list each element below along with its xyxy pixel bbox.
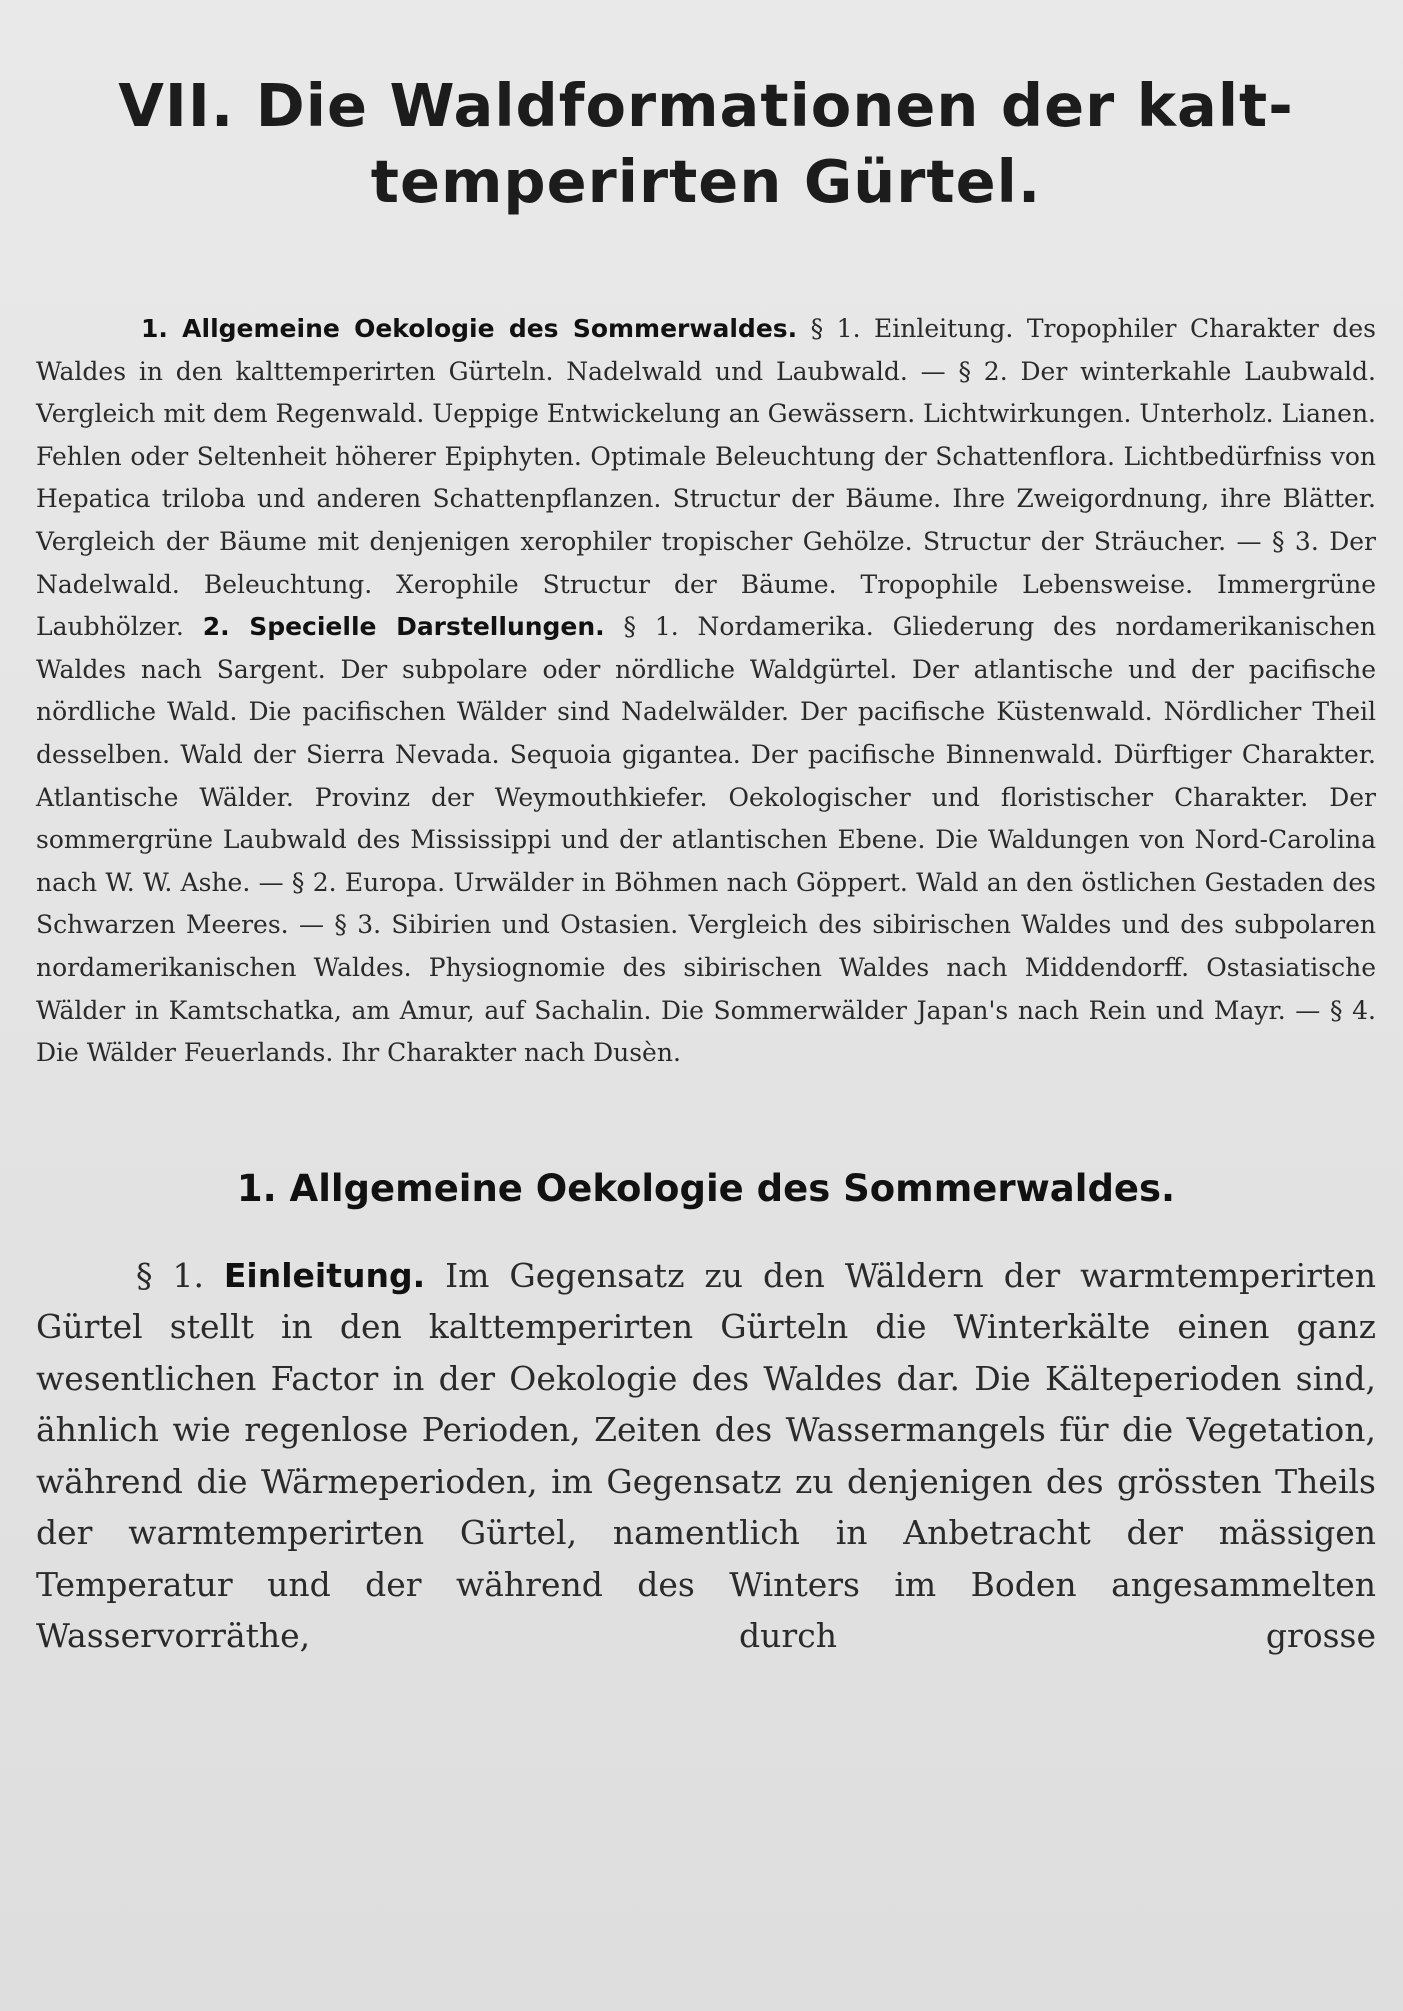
toc-p2-sec3: § 3. Sibirien und Ostasien. <box>334 910 679 940</box>
chapter-title-line-1: VII. Die Waldformationen der kalt- <box>118 71 1294 140</box>
toc-p1-sec3: § 3. Der Nadelwald. <box>36 526 1376 599</box>
toc-p1-sec2-text: Vergleich mit dem Regenwald. Ueppige Entwickelung an Gewässern. Lichtwirkungen. Unterholz. Lianen. Fehlen oder Seltenheit höherer Epiphyten. Optimale Beleuchtung der Schattenflora. Lichtbedürfniss von Hepatica triloba und anderen Schattenpflanzen. Structur der Bäume. Ihre Zweigordnung, ihre Blätter. Vergleich der Bäume mit denjenigen xerophiler tropischer Gehölze. Structur der Sträucher. — <box>36 399 1376 556</box>
toc-p1-sec1-text: Tropophiler Charakter des Waldes in den kalttemperirten Gürteln. Nadelwald und Laubwald. — <box>36 314 1377 386</box>
toc-p1-sec2: § 2. Der winterkahle Laubwald. <box>958 356 1376 386</box>
toc-p2-sec2: § 2. Europa. <box>291 867 446 897</box>
toc-p2-sec4-text: Ihr Charakter nach Dusèn. <box>341 1038 681 1068</box>
paragraph-text: Im Gegensatz zu den Wäldern der warmtemperirten Gürtel stellt in den kalttemperirten Gürteln die Winterkälte einen ganz wesentlichen Factor in der Oekologie des Waldes dar. Die Kälteperioden sind, ähnlich wie regenlose Perioden, Zeiten des Wassermangels für die Vegetation, während die Wärmeperioden, im Gegensatz zu denjenigen des grössten Theils der warmtemperirten Gürtel, namentlich in Anbetracht der mässigen Temperatur und der während des Winters im Boden angesammelten Wasservorräthe, durch grosse <box>36 1255 1376 1656</box>
toc-part-2-title: 2. Specielle Darstellungen. <box>202 612 605 642</box>
toc-p2-sec1-text: Gliederung des nordamerikanischen Waldes nach Sargent. Der subpolare oder nördliche Waldgürtel. Der atlantische und der pacifische nördliche Wald. Die pacifischen Wälder sind Nadelwälder. Der pacifische Küstenwald. Nördlicher Theil desselben. Wald der Sierra Nevada. Sequoia gigantea. Der pacifische Binnenwald. Dürftiger Charakter. Atlantische Wälder. Provinz der Weymouthkiefer. Oekologischer und floristischer Charakter. Der sommergrüne Laubwald des Mississippi und der atlantischen Ebene. Die Waldungen von Nord-Carolina nach W. W. Ashe. — <box>36 612 1376 897</box>
paragraph-label: Einleitung. <box>223 1255 426 1295</box>
book-page <box>36 0 1376 1662</box>
chapter-title-line-2: temperirten Gürtel. <box>370 147 1042 216</box>
toc-p2-sec3-text: Vergleich des sibirischen Waldes und des subpolaren nordamerikanischen Waldes. Physiognomie des sibirischen Waldes nach Middendorff. Ostasiatische Wälder in Kamtschatka, am Amur, auf Sachalin. Die Sommerwälder Japan's nach Rein und Mayr. — <box>36 910 1376 1025</box>
toc-part-1-title: 1. Allgemeine Oekologie des Sommerwaldes. <box>141 314 798 343</box>
body-paragraph <box>36 1250 1376 1662</box>
toc-p1-sec3-text: Beleuchtung. Xerophile Structur der Bäume. Tropophile Lebensweise. Immergrüne Laubhölzer. <box>36 569 1376 642</box>
toc-p1-sec1: § 1. Einleitung. <box>810 314 1014 343</box>
paragraph-mark: § 1. <box>136 1255 204 1295</box>
section-heading: 1. Allgemeine Oekologie des Sommerwaldes. <box>236 1166 1176 1210</box>
toc-p2-sec4: § 4. Die Wälder Feuerlands. <box>36 995 1376 1068</box>
chapter-summary <box>36 308 1376 1075</box>
toc-p2-sec2-text: Urwälder in Böhmen nach Göppert. Wald an den östlichen Gestaden des Schwarzen Meeres. — <box>36 867 1376 940</box>
toc-p2-sec1: § 1. Nordamerika. <box>623 612 874 642</box>
chapter-title <box>36 68 1376 220</box>
